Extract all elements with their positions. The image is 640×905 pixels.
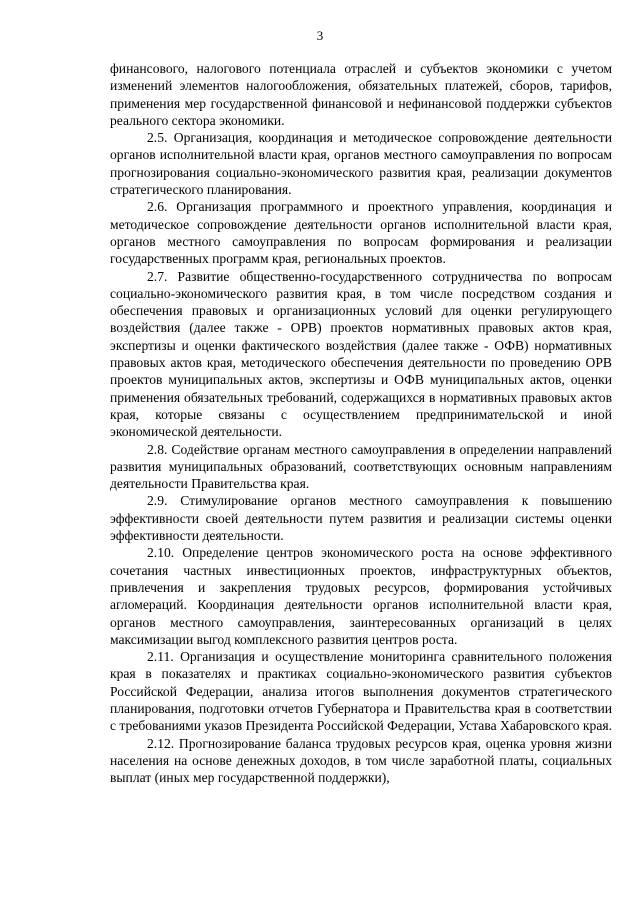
paragraph-2-12: 2.12. Прогнозирование баланса трудовых ресурсов края, оценка уровня жизни населения на основе денежных доходов, в том числе заработной платы, социальных выплат (иных мер государственной поддержки), [110,735,612,786]
paragraph-2-9: 2.9. Стимулирование органов местного самоуправления к повышению эффективности своей деятельности путем развития и реализации системы оценки эффективности деятельности. [110,493,612,544]
paragraph-2-10: 2.10. Определение центров экономического роста на основе эффективного сочетания частных инвестиционных проектов, инфраструктурных объектов, привлечения и закрепления трудовых ресурсов, формирования устойчивых агломераций. Координация деятельности органов исполнительной власти края, органов местного самоуправления, заинтересованных организаций в целях максимизации выгод комплексного развития центров роста. [110,545,612,647]
paragraph-2-8: 2.8. Содействие органам местного самоуправления в определении направлений развития муниципальных образований, соответствующих основным направлениям деятельности Правительства края. [110,441,612,492]
paragraph-2-7: 2.7. Развитие общественно-государственного сотрудничества по вопросам социально-экономического развития края, в том числе посредством создания и обеспечения правовых и организационных условий для оценки регулирующего воздействия (далее также - ОРВ) проектов нормативных правовых актов края, экспертизы и оценки фактического воздействия (далее также - ОФВ) нормативных правовых актов края, методического обеспечения деятельности по проведению ОРВ проектов муниципальных актов, экспертизы и ОФВ муниципальных актов, оценки применения обязательных требований, содержащихся в нормативных правовых актов края, которые связаны с осуществлением предпринимательской и иной экономической деятельности. [110,268,612,440]
paragraph-2-5: 2.5. Организация, координация и методическое сопровождение деятельности органов исполнительной власти края, органов местного самоуправления по вопросам прогнозирования социально-экономического развития края, реализации документов стратегического планирования. [110,130,612,198]
document-body [110,60,612,786]
paragraph-continuation: финансового, налогового потенциала отраслей и субъектов экономики с учетом изменений элементов налогообложения, обязательных платежей, сборов, тарифов, применения мер государственной финансовой и нефинансовой поддержки субъектов реального сектора экономики. [110,61,612,128]
paragraph-2-6: 2.6. Организация программного и проектного управления, координация и методическое сопровождение деятельности органов исполнительной власти края, органов местного самоуправления по вопросам формирования и реализации государственных программ края, региональных проектов. [110,199,612,267]
page-number: 3 [316,28,324,43]
paragraph-2-11: 2.11. Организация и осуществление мониторинга сравнительного положения края в показателях и практиках социально-экономического развития субъектов Российской Федерации, анализа итогов выполнения документов стратегического планирования, подготовки отчетов Губернатора и Правительства края в соответствии с требованиями указов Президента Российской Федерации, Устава Хабаровского края. [110,649,613,734]
